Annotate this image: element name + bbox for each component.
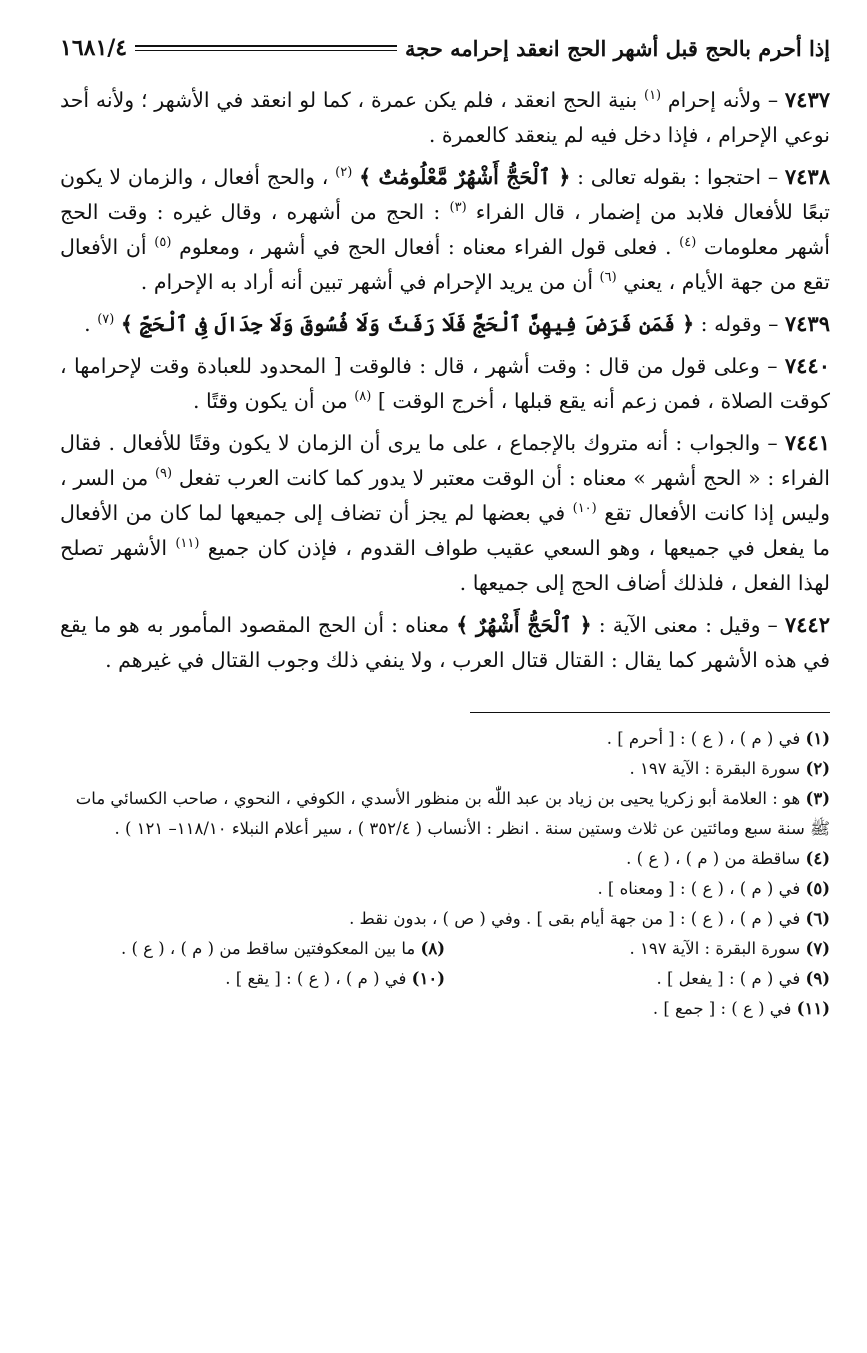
paragraph-text: معناه : أن الحج المقصود المأمور به هو ما يقع في هذه الأشهر كما يقال : القتال قتال العرب ، ولا ينفي ذلك وجوب القتال في غيرهم . — [60, 613, 830, 672]
paragraph — [60, 607, 830, 678]
footnote-10: (١٠) في ( م ) ، ( ع ) : [ يقع ] . — [225, 969, 445, 988]
paragraph-text: – ولأنه إحرام — [661, 88, 785, 112]
paragraph-number: ٧٤٣٨ — [784, 164, 830, 189]
paragraph-text: – والجواب : أنه متروك بالإجماع ، على ما يرى أن الزمان لا يكون وقتًا للأفعال . فقال الفراء : « الحج أشهر » معناه : أن الوقت معتبر لا يدور كما كانت العرب تفعل — [60, 431, 830, 490]
footnote-ref: (٨) — [354, 389, 372, 405]
paragraph-text: ، والحج أفعال ، والزمان لا يكون تبعًا للأفعال فلابد من إضمار ، قال الفراء — [60, 165, 830, 224]
paragraph — [60, 425, 830, 601]
paragraph — [60, 82, 830, 153]
paragraph-number: ٧٤٤٢ — [784, 612, 830, 637]
footnotes — [60, 724, 830, 1024]
running-head-title: إذا أحرم بالحج قبل أشهر الحج انعقد إحرامه حجة — [405, 35, 830, 61]
paragraph-text: – وعلى قول من قال : وقت أشهر ، قال : فالوقت [ المحدود للعبادة وقت لإحرامها ، كوقت الصلاة ، فمن زعم أنه يقع قبلها ، أخرج الوقت ] — [60, 354, 830, 413]
paragraph-text: من السر ، وليس إذا كانت الأفعال تقع — [60, 466, 830, 525]
quran-verse: ﴿ ٱلْحَجُّ أَشْهُرٌ مَّعْلُومَٰتٌ ﴾ — [359, 165, 571, 189]
footnote-ref: (٦) — [599, 270, 617, 286]
footnote-ref: (٢) — [335, 165, 353, 181]
page — [60, 28, 830, 1024]
footnote-ref: (٩) — [154, 466, 173, 482]
paragraph-text: أن من يريد الإحرام في أشهر تبين أنه أراد به الإحرام . — [140, 270, 600, 294]
paragraph-text: – احتجوا : بقوله تعالى : — [570, 165, 785, 189]
footnote-ref: (١٠) — [572, 501, 597, 517]
paragraph — [60, 348, 830, 419]
paragraph-text: بنية الحج انعقد ، فلم يكن عمرة ، كما لو انعقد في الأشهر ؛ ولأنه أحد نوعي الإحرام ، فإذا دخل فيه لم ينعقد كالعمرة . — [60, 88, 830, 147]
paragraph-number: ٧٤٤٠ — [784, 353, 830, 378]
footnote-ref: (٥) — [154, 235, 172, 251]
footnote-5: (٥) في ( م ) ، ( ع ) : [ ومعناه ] . — [597, 879, 830, 898]
footnote-7: (٧) سورة البقرة : الآية ١٩٧ . — [629, 939, 830, 958]
footnote-ref: (٤) — [679, 235, 697, 251]
paragraph-text: . فعلى قول الفراء معناه : أفعال الحج في أشهر ، ومعلوم — [171, 235, 680, 259]
footnote-ref: (٧) — [97, 312, 115, 328]
paragraph-text: أن الأفعال تقع من جهة الأيام ، يعني — [60, 235, 830, 294]
main-text — [60, 82, 830, 678]
footnote-11: (١١) في ( ع ) : [ جمع ] . — [652, 999, 830, 1018]
header-rule — [135, 45, 397, 51]
paragraph-text: الأشهر تصلح لهذا الفعل ، فلذلك أضاف الحج إلى جميعها . — [60, 536, 830, 595]
paragraph — [60, 159, 830, 300]
quran-verse: ﴿ فَمَن فَرَضَ فِيهِنَّ ٱلْحَجَّ فَلَا رَفَثَ وَلَا فُسُوقَ وَلَا جِدَالَ فِى ٱلْحَجِّ ﴾ — [120, 312, 695, 336]
page-number: ١٦٨١/٤ — [60, 35, 128, 61]
footnote-ref: (١١) — [175, 536, 200, 552]
paragraph — [60, 306, 830, 342]
footnote-separator — [60, 702, 830, 724]
footnote-2: (٢) سورة البقرة : الآية ١٩٧ . — [629, 759, 830, 778]
paragraph-number: ٧٤٤١ — [784, 430, 830, 455]
footnote-ref: (٣) — [449, 200, 467, 216]
paragraph-text: – وقيل : معنى الآية : — [591, 613, 785, 637]
paragraph-text: : الحج من أشهره ، وقال غيره : وقت الحج أشهر معلومات — [60, 200, 830, 259]
paragraph-text: من أن يكون وقتًا . — [192, 389, 355, 413]
footnote-6: (٦) في ( م ) ، ( ع ) : [ من جهة أيام بقى ] . وفي ( ص ) ، بدون نقط . — [349, 909, 830, 928]
footnote-9: (٩) في ( م ) : [ يفعل ] . — [656, 969, 830, 988]
running-head — [60, 28, 830, 68]
paragraph-text: – وقوله : — [694, 312, 785, 336]
paragraph-number: ٧٤٣٧ — [784, 87, 831, 112]
footnote-4: (٤) ساقطة من ( م ) ، ( ع ) . — [626, 849, 830, 868]
footnote-row-9-10 — [60, 964, 830, 994]
footnote-row-7-8 — [60, 934, 830, 964]
footnote-3: (٣) هو : العلامة أبو زكريا يحيى بن زياد بن عبد اللّٰه بن منظور الأسدي ، الكوفي ، النحوي ، صاحب الكسائي مات ﷺ سنة سبع ومائتين عن ثلاث وستين سنة . انظر : الأنساب ( ٣٥٢/٤ ) ، سير أعلام النبلاء ١١٨/١٠– ١٢١ ) . — [75, 789, 830, 838]
quran-verse: ﴿ ٱلْحَجُّ أَشْهُرٌ ﴾ — [456, 613, 592, 637]
paragraph-text: في بعضها لم يجز أن تضاف إلى جميعها لما كان من الأفعال ما يفعل في جميعها ، وهو السعي عقيب طواف القدوم ، فإذن كان جميع — [60, 501, 831, 560]
footnote-ref: (١) — [643, 88, 662, 104]
paragraph-number: ٧٤٣٩ — [784, 311, 830, 336]
paragraph-text: . — [84, 312, 98, 336]
footnote-8: (٨) ما بين المعكوفتين ساقط من ( م ) ، ( ع ) . — [120, 939, 445, 958]
footnote-1: (١) في ( م ) ، ( ع ) : [ أحرم ] . — [606, 729, 830, 748]
